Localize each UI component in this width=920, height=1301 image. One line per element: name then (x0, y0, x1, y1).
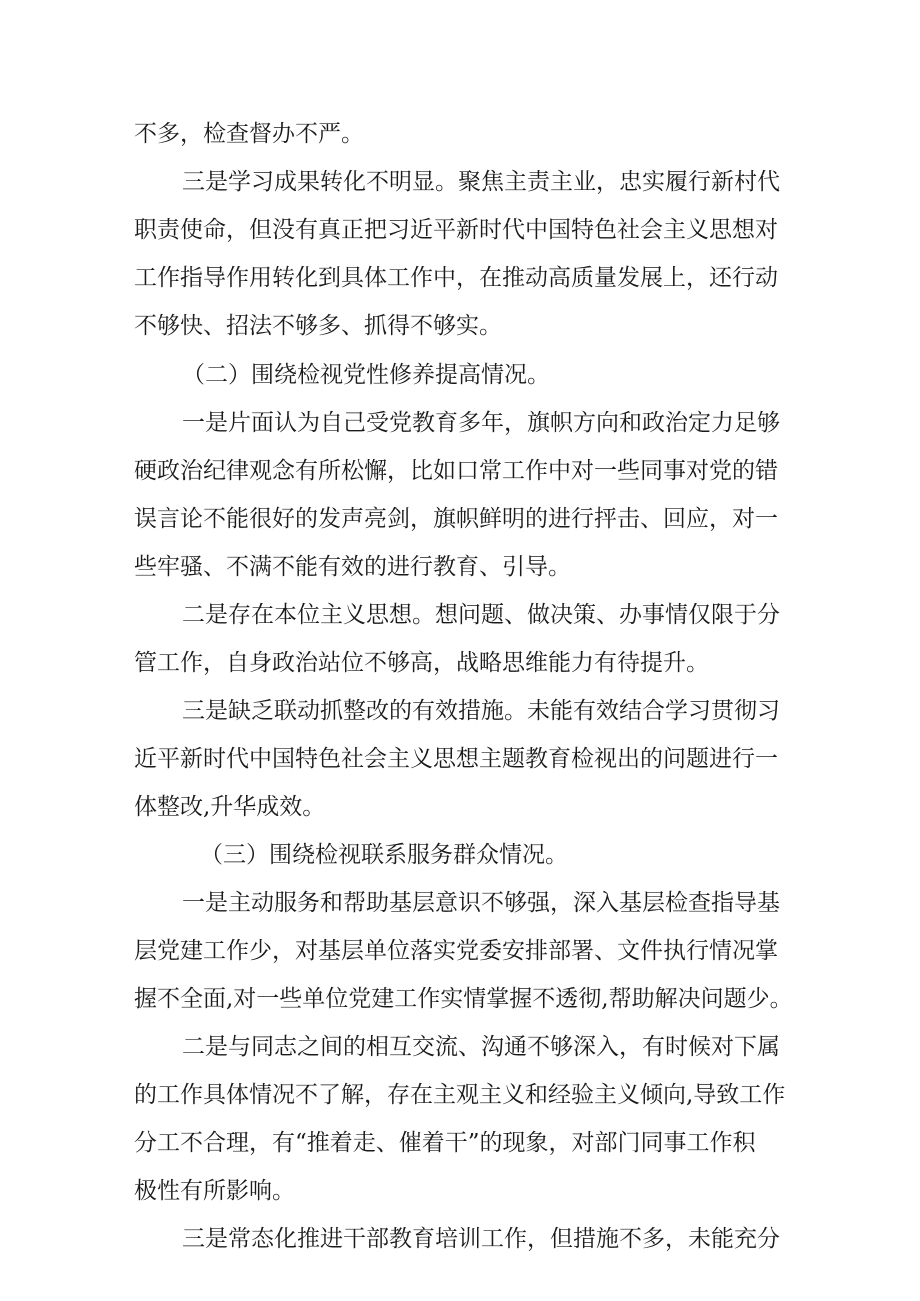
text-line: 极性有所影响。 (134, 1178, 295, 1204)
text-line: 三是常态化推进干部教育培训工作，但措施不多，未能充分 (182, 1226, 780, 1252)
text-line: 二是与同志之间的相互交流、沟通不够深入，有时候对下属 (182, 1034, 780, 1060)
text-line: 工作指导作用转化到具体工作中，在推动高质量发展上，还行动 (134, 265, 778, 291)
section-heading: （二）围绕检视党性修养提高情况。 (182, 362, 550, 388)
text-line: 管工作，自身政治站位不够高，战略思维能力有待提升。 (134, 650, 709, 676)
section-heading: （三）围绕检视联系服务群众情况。 (200, 842, 568, 868)
text-line: 误言论不能很好的发声亮剑，旗帜鲜明的进行抨击、回应，对一 (134, 506, 778, 532)
text-line: 的工作具体情况不了解，存在主观主义和经验主义倾向,导致工作 (134, 1082, 786, 1108)
text-line: 近平新时代中国特色社会主义思想主题教育检视出的问题进行一 (134, 746, 778, 772)
text-line: 职责使命，但没有真正把习近平新时代中国特色社会主义思想对 (134, 217, 778, 243)
text-line: 一是片面认为自己受党教育多年，旗帜方向和政治定力足够 (182, 410, 780, 436)
text-line: 三是学习成果转化不明显。聚焦主责主业，忠实履行新村代 (182, 169, 780, 195)
text-line: 三是缺乏联动抓整改的有效措施。未能有效结合学习贯彻习 (182, 698, 780, 724)
text-line: 些牢骚、不满不能有效的进行教育、引导。 (134, 554, 571, 580)
text-line: 层党建工作少，对基层单位落实党委安排部署、文件执行情况掌 (134, 938, 778, 964)
text-line: 不够快、招法不够多、抓得不够实。 (134, 313, 502, 339)
text-line: 握不全面,对一些单位党建工作实情掌握不透彻,帮助解决问题少。 (134, 986, 793, 1012)
text-line: 二是存在本位主义思想。想问题、做决策、办事情仅限于分 (182, 602, 780, 628)
text-line: 不多，检查督办不严。 (134, 121, 364, 147)
text-line: 体整改,升华成效。 (134, 794, 326, 820)
text-line: 硬政治纪律观念有所松懈，比如口常工作中对一些同事对党的错 (134, 458, 778, 484)
text-line: 一是主动服务和帮助基层意识不够强，深入基层检查指导基 (182, 890, 780, 916)
text-line: 分工不合理，有“推着走、催着干”的现象，对部门同事工作积 (134, 1130, 756, 1156)
